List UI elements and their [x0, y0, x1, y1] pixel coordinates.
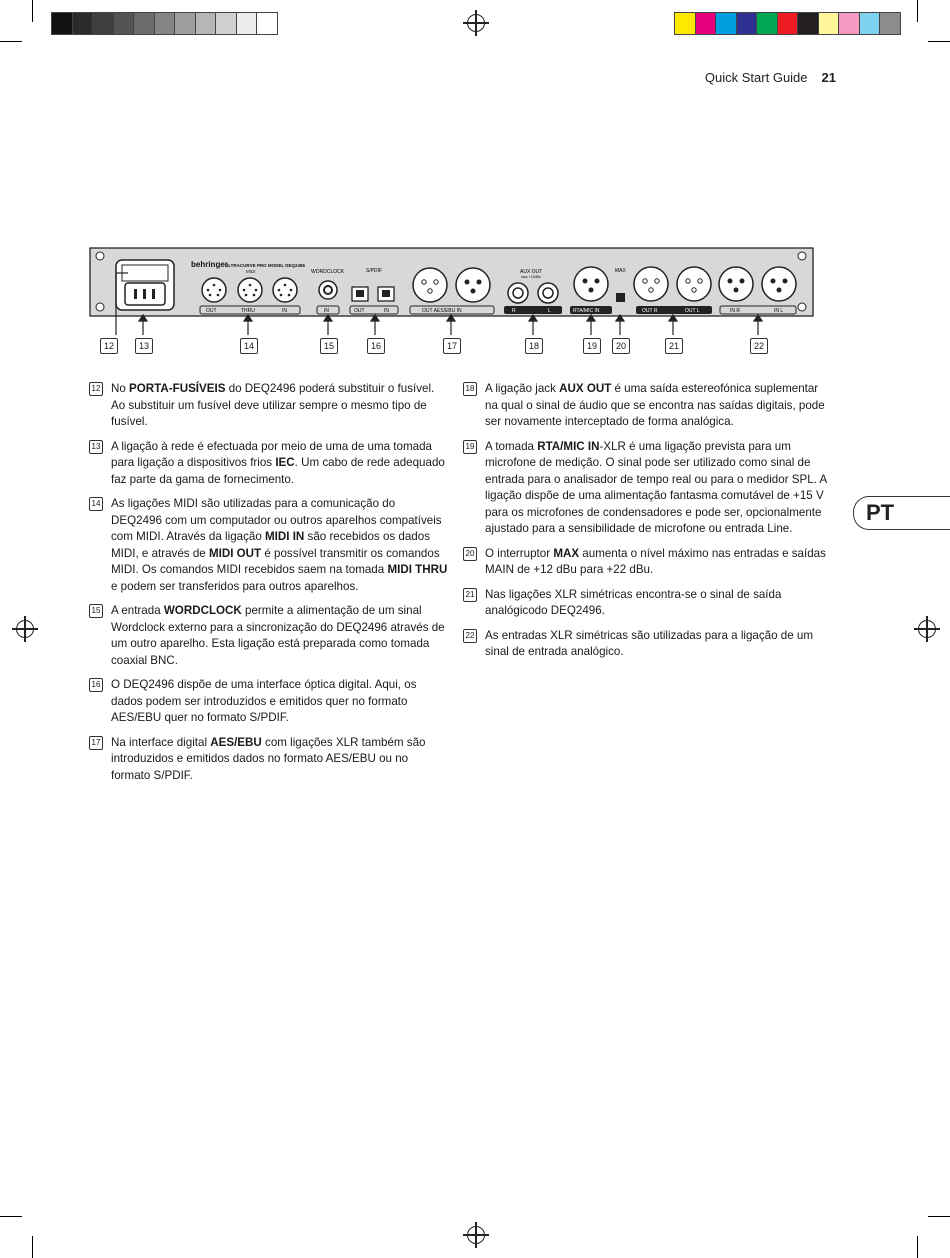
item-text: As ligações MIDI são utilizadas para a comunicação do DEQ2496 com um computador ou outros aparelhos compatíveis com MIDI. Através da ligação — [111, 497, 442, 543]
registration-mark-top — [467, 14, 485, 32]
color-swatch — [154, 12, 176, 35]
language-tab — [853, 496, 950, 530]
item-number: 17 — [89, 736, 103, 750]
list-item — [89, 496, 449, 595]
item-number: 15 — [89, 604, 103, 618]
item-text: é possível transmitir os comandos MIDI. Os comandos MIDI recebidos saem na tomada — [111, 546, 440, 576]
registration-mark-left — [16, 620, 34, 638]
color-swatch — [51, 12, 73, 35]
item-text: A entrada — [111, 604, 164, 617]
item-bold: MIDI OUT — [208, 546, 262, 560]
list-item — [463, 628, 828, 661]
left-column — [89, 381, 449, 792]
in-r-label: IN R — [730, 308, 740, 314]
list-item — [463, 546, 828, 579]
item-number: 13 — [89, 440, 103, 454]
item-text: é uma saída estereofónica suplementar na qual o sinal de áudio que se encontra nas saídas digitais, pode ser novamente interceptado de forma analógica. — [485, 382, 825, 428]
item-number: 20 — [463, 547, 477, 561]
item-bold: RTA/MIC IN — [537, 439, 600, 453]
rta-mic-in-label: RTA/MIC IN — [573, 308, 600, 314]
callout-19: 19 — [583, 338, 601, 354]
callout-22: 22 — [750, 338, 768, 354]
item-number: 19 — [463, 440, 477, 454]
item-number: 18 — [463, 382, 477, 396]
color-swatch — [195, 12, 217, 35]
color-swatch — [777, 12, 799, 35]
item-text: O DEQ2496 dispõe de uma interface óptica digital. Aqui, os dados podem ser introduzidos e emitidos quer no formato AES/EBU quer no formato S/PDIF. — [111, 678, 417, 724]
midi-label: MIDI — [246, 269, 256, 274]
color-swatch — [72, 12, 94, 35]
item-text: e podem ser transferidos para outros aparelhos. — [111, 579, 359, 593]
callout-18: 18 — [525, 338, 543, 354]
color-swatch — [859, 12, 881, 35]
list-item — [463, 587, 828, 620]
max-label: MAX — [615, 268, 626, 274]
item-bold: MIDI IN — [265, 530, 305, 543]
midi-in-label: IN — [282, 308, 287, 314]
item-text: . Um cabo de rede adequado faz parte da gama de fornecimento. — [111, 456, 445, 486]
callout-20: 20 — [612, 338, 630, 354]
item-bold: PORTA-FUSÍVEIS — [129, 382, 226, 395]
color-swatch — [215, 12, 237, 35]
midi-out-label: OUT — [206, 308, 217, 314]
page-number: 21 — [821, 70, 836, 85]
registration-mark-right — [918, 620, 936, 638]
list-item — [89, 439, 449, 489]
color-swatch — [715, 12, 737, 35]
color-swatch — [174, 12, 196, 35]
list-item — [89, 735, 449, 785]
item-text: -XLR é uma ligação prevista para um microfone de medição. O sinal pode ser utilizado como sinal de entrada para o analisador de tempo real ou para o medidor SPL. A ligação dispõe de uma alimentação fantasma comutável de +15 V para os microfones de condensadores e pode ser, opcionalmente ajustado para a sensibilidade de microfone ou entrada Line. — [485, 439, 827, 535]
item-bold: MIDI THRU — [387, 563, 448, 576]
midi-thru-label: THRU — [241, 308, 255, 314]
color-swatch — [797, 12, 819, 35]
item-bold: WORDCLOCK — [163, 604, 242, 617]
model-label: ULTRACURVE PRO MODEL DEQ2496 — [225, 263, 306, 268]
aux-r-label: R — [512, 308, 516, 314]
item-text: Na interface digital — [111, 735, 211, 749]
aux-l-label: L — [548, 308, 551, 314]
list-item — [89, 603, 449, 669]
list-item — [463, 381, 828, 431]
callout-14: 14 — [240, 338, 258, 354]
aux-max-label: max +12dBu — [521, 275, 541, 279]
callout-12: 12 — [100, 338, 118, 354]
spdif-out-label: OUT — [354, 308, 365, 314]
color-swatch — [838, 12, 860, 35]
color-swatch — [236, 12, 258, 35]
item-bold: IEC — [275, 456, 295, 469]
item-bold: MAX — [553, 546, 580, 560]
color-swatch — [113, 12, 135, 35]
in-l-label: IN L — [774, 308, 784, 314]
item-bold: AUX OUT — [559, 382, 612, 395]
item-text: A ligação à rede é efectuada por meio de uma de uma tomada para ligação a dispositivos frios — [111, 439, 432, 469]
aes-ebu-label: OUT AES/EBU IN — [422, 308, 462, 314]
out-l-label: OUT L — [685, 308, 700, 314]
color-swatch — [756, 12, 778, 35]
page-header — [705, 70, 836, 85]
item-text: aumenta o nível máximo nas entradas e saídas MAIN de +12 dBu para +22 dBu. — [485, 546, 826, 576]
item-text: são recebidos os dados MIDI, e através de — [111, 530, 430, 560]
item-text: A tomada — [485, 439, 538, 453]
callout-13: 13 — [135, 338, 153, 354]
item-text: A ligação jack — [485, 382, 560, 395]
color-swatch — [736, 12, 758, 35]
color-swatch — [818, 12, 840, 35]
item-text: Nas ligações XLR simétricas encontra-se o sinal de saída analógicodo DEQ2496. — [485, 587, 782, 617]
item-number: 22 — [463, 629, 477, 643]
out-r-label: OUT R — [642, 308, 658, 314]
spdif-in-label: IN — [384, 308, 389, 314]
item-text: permite a alimentação de um sinal Wordclock externo para a sincronização do DEQ2496 através de um outro aparelho. Esta ligação está preparada como tomada coaxial BNC. — [111, 604, 445, 667]
brand-label: behringer — [191, 260, 228, 269]
aux-out-label: AUX OUT — [520, 269, 543, 275]
wordclock-label: WORDCLOCK — [311, 269, 345, 275]
registration-mark-bottom — [467, 1226, 485, 1244]
item-number: 21 — [463, 588, 477, 602]
color-swatch — [695, 12, 717, 35]
language-tab-label: PT — [866, 500, 895, 525]
item-bold: AES/EBU — [210, 735, 262, 749]
color-swatch — [92, 12, 114, 35]
item-text: As entradas XLR simétricas são utilizadas para a ligação de um sinal de entrada analógico. — [485, 628, 814, 658]
color-swatch — [674, 12, 696, 35]
color-swatch — [133, 12, 155, 35]
color-swatch — [879, 12, 901, 35]
list-item — [89, 677, 449, 727]
callout-21: 21 — [665, 338, 683, 354]
wordclock-in-label: IN — [324, 308, 329, 314]
item-text: com ligações XLR também são introduzidos e emitidos dados no formato AES/EBU ou no formato S/PDIF. — [111, 735, 426, 782]
spdif-label: S/PDIF — [366, 268, 383, 274]
item-number: 16 — [89, 678, 103, 692]
right-column — [463, 381, 828, 669]
callout-16: 16 — [367, 338, 385, 354]
list-item — [463, 439, 828, 538]
callout-17: 17 — [443, 338, 461, 354]
header-title: Quick Start Guide — [704, 70, 808, 85]
item-text: O interruptor — [485, 546, 554, 560]
item-number: 14 — [89, 497, 103, 511]
item-text: do DEQ2496 poderá substituir o fusível. Ao substituir um fusível deve utilizar sempre o mesmo tipo de fusível. — [111, 382, 435, 428]
color-swatch — [256, 12, 278, 35]
list-item — [89, 381, 449, 431]
callout-15: 15 — [320, 338, 338, 354]
item-text: No — [111, 382, 130, 395]
item-number: 12 — [89, 382, 103, 396]
